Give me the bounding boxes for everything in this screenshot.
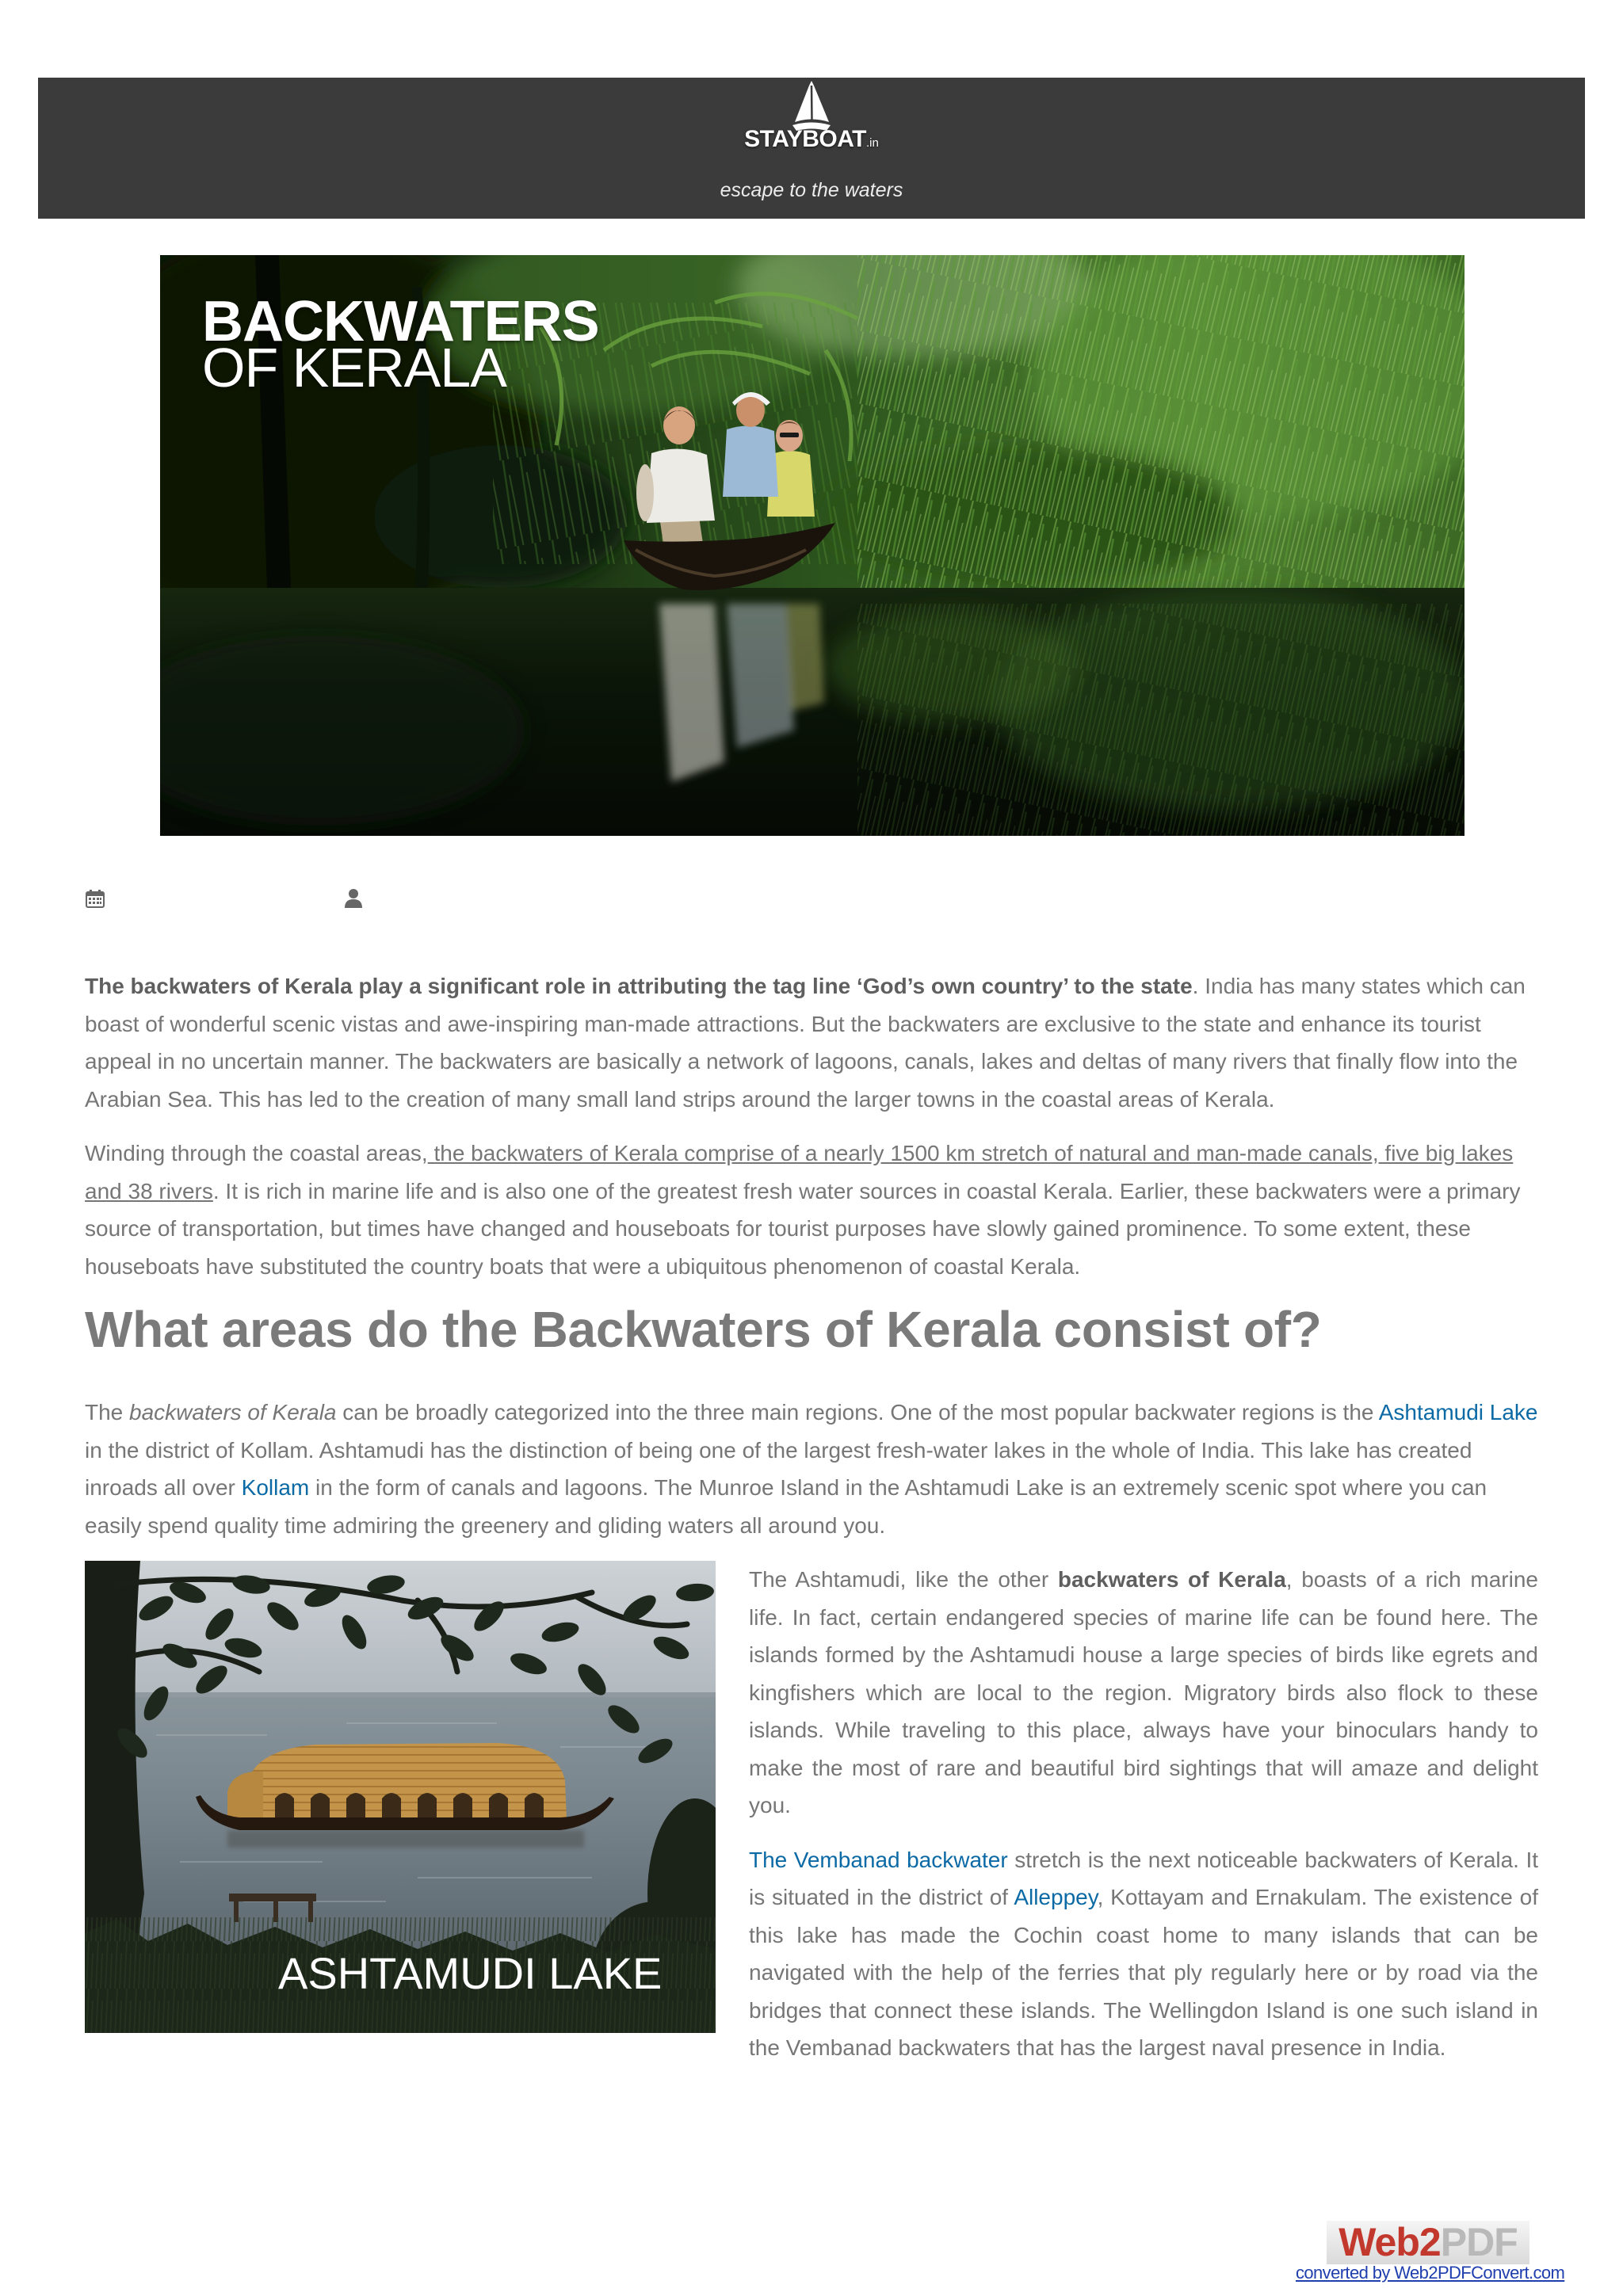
- web2pdf-logo[interactable]: [1327, 2221, 1529, 2264]
- site-logo[interactable]: [38, 125, 1585, 158]
- site-header: [38, 78, 1585, 219]
- regions-text-4: in the form of canals and lagoons. The Munroe Island in the Ashtamudi Lake is an extremely scenic spot where you can easily spend quality time admiring the greenery and gliding waters all around you.: [85, 1475, 1487, 1538]
- vembanad-backwater-link[interactable]: The Vembanad backwater: [749, 1847, 1008, 1872]
- ashtamudi-text-2: , boasts of a rich marine life. In fact, certain endangered species of marine life can be found here. The islands formed by the Ashtamudi house a large species of birds like egrets and kingfishers which are local to the region. Migratory birds also flock to these islands. While traveling to this place, always have your binoculars handy to make the most of rare and beautiful bird sightings that will amaze and delight you.: [749, 1567, 1538, 1817]
- regions-text-3: in the district of Kollam. Ashtamudi has the distinction of being one of the largest fresh-water lakes in the whole of India. This lake has created inroads all over: [85, 1437, 1472, 1500]
- calendar-icon: [85, 888, 105, 909]
- ashtamudi-text-column: [749, 1561, 1538, 2084]
- paragraph-regions: [85, 1394, 1538, 1544]
- vembanad-text-1: stretch is the next noticeable backwaters of Kerala. It is situated in the district of: [749, 1847, 1538, 1909]
- winding-underlined: the backwaters of Kerala comprise of a nearly 1500 km stretch of natural and man-made canals, five big lakes and 38 rivers: [85, 1141, 1514, 1203]
- badge-web2: Web2: [1338, 2220, 1441, 2264]
- intro-text: . India has many states which can boast of wonderful scenic vistas and awe-inspiring man-made attractions. But the backwaters are exclusive to the state and enhance its tourist appeal in no uncertain manner. The backwaters are basically a network of lagoons, canals, lakes and deltas of many rivers that finally flow into the Arabian Sea. This has led to the creation of many small land strips around the larger towns in the coastal areas of Kerala.: [85, 974, 1526, 1112]
- ashtamudi-text-1: The Ashtamudi, like the other: [749, 1567, 1058, 1592]
- kollam-link[interactable]: Kollam: [241, 1475, 310, 1500]
- regions-italic: backwaters of Kerala: [129, 1400, 337, 1425]
- winding-text: . It is rich in marine life and is also one of the greatest fresh water sources in coastal Kerala. Earlier, these backwaters were a primary source of transportation, but times have changed and houseboats for tourist purposes have slowly gained prominence. To some extent, these houseboats have substituted the country boats that were a ubiquitous phenomenon of coastal Kerala.: [85, 1178, 1521, 1279]
- converted-by-link[interactable]: converted by Web2PDFConvert.com: [1296, 2263, 1565, 2283]
- regions-text-2: can be broadly categorized into the three main regions. One of the most popular backwater regions is the: [336, 1400, 1379, 1425]
- intro-highlight: The backwaters of Kerala play a significant role in attributing the tag line ‘God’s own country’ to the state: [85, 974, 1193, 998]
- section-heading: What areas do the Backwaters of Kerala consist of?: [85, 1301, 1322, 1358]
- user-icon: [344, 888, 363, 909]
- logo-text: STAYBOAT: [744, 126, 866, 152]
- ashtamudi-lake-link[interactable]: Ashtamudi Lake: [1378, 1400, 1538, 1425]
- ashtamudi-lake-image: [85, 1561, 716, 2033]
- badge-pdf: PDF: [1440, 2220, 1518, 2264]
- post-date: [85, 888, 105, 909]
- paragraph-intro: [85, 967, 1538, 1118]
- post-author: [344, 888, 363, 909]
- article-body: [85, 967, 1538, 2084]
- ashtamudi-section: [85, 1561, 1538, 2084]
- regions-text-1: The: [85, 1400, 130, 1425]
- winding-lead: Winding through the coastal areas,: [85, 1141, 428, 1165]
- backwater-surface: [160, 588, 1465, 836]
- site-tagline: escape to the waters: [720, 179, 903, 201]
- paragraph-ashtamudi: [749, 1561, 1538, 1825]
- logo-suffix: .in: [865, 136, 879, 150]
- hero-title-line1: BACKWATERS: [202, 290, 599, 353]
- ashtamudi-bold: backwaters of Kerala: [1057, 1567, 1286, 1592]
- paragraph-vembanad: [749, 1841, 1538, 2067]
- hero-title-line2: OF KERALA: [202, 337, 506, 399]
- alleppey-link[interactable]: Alleppey: [1014, 1885, 1098, 1909]
- paragraph-winding: [85, 1135, 1538, 1285]
- hero-image: [160, 255, 1465, 836]
- figure-caption: ASHTAMUDI LAKE: [278, 1948, 663, 1998]
- vembanad-text-2: , Kottayam and Ernakulam. The existence of this lake has made the Cochin coast home to many islands that can be navigated with the help of the ferries that ply regularly here or by road via the bridges that connect these islands. The Wellingdon Island is one such island in the Vembanad backwaters that has the largest naval presence in India.: [749, 1885, 1538, 2060]
